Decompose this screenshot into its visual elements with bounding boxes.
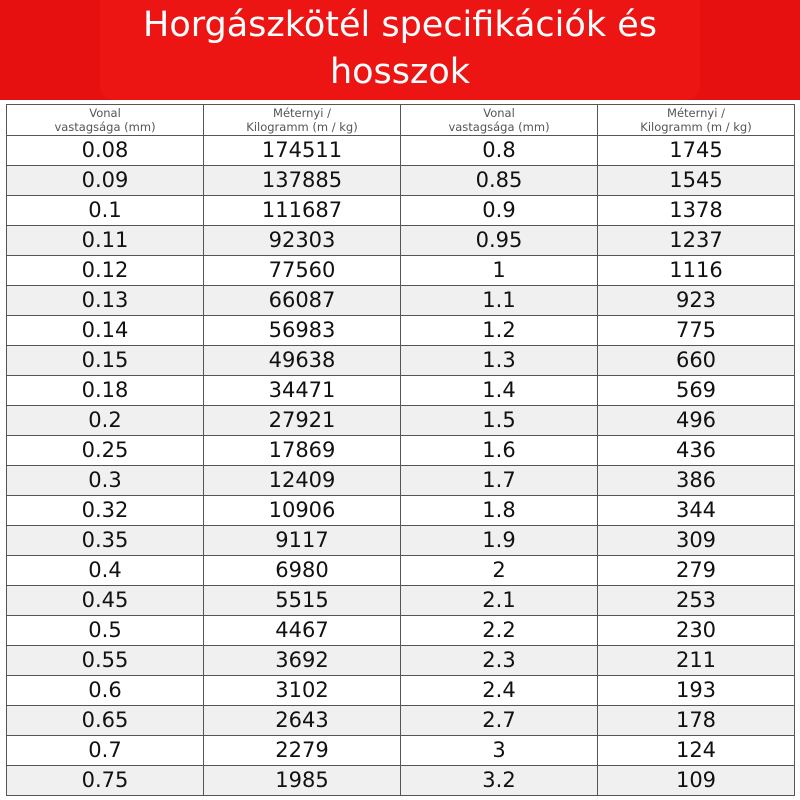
cell-length-right: 775: [598, 316, 795, 346]
cell-length-right: 253: [598, 586, 795, 616]
header-line: Kilogramm (m / kg): [640, 120, 752, 134]
cell-thickness-left: 0.35: [7, 526, 204, 556]
table-row: [7, 526, 795, 556]
cell-length-right: 211: [598, 646, 795, 676]
header-thickness-left: [7, 105, 204, 136]
cell-thickness-left: 0.2: [7, 406, 204, 436]
header-length-left: [204, 105, 401, 136]
cell-thickness-left: 0.65: [7, 706, 204, 736]
cell-thickness-left: 0.6: [7, 676, 204, 706]
cell-length-left: 3102: [204, 676, 401, 706]
cell-length-right: 230: [598, 616, 795, 646]
table-row: [7, 556, 795, 586]
cell-thickness-left: 0.18: [7, 376, 204, 406]
table-row: [7, 466, 795, 496]
table-row: [7, 646, 795, 676]
cell-length-right: 496: [598, 406, 795, 436]
cell-thickness-right: 1.8: [401, 496, 598, 526]
table-row: [7, 496, 795, 526]
cell-thickness-left: 0.45: [7, 586, 204, 616]
header-line: vastagsága (mm): [54, 120, 156, 134]
cell-length-left: 66087: [204, 286, 401, 316]
cell-length-left: 49638: [204, 346, 401, 376]
cell-thickness-right: 1: [401, 256, 598, 286]
cell-length-left: 1985: [204, 766, 401, 796]
cell-length-left: 92303: [204, 226, 401, 256]
cell-length-left: 9117: [204, 526, 401, 556]
spec-table-container: [6, 104, 795, 797]
cell-thickness-right: 0.8: [401, 136, 598, 166]
table-row: [7, 346, 795, 376]
cell-thickness-right: 2.1: [401, 586, 598, 616]
header-row: [7, 105, 795, 136]
cell-thickness-left: 0.08: [7, 136, 204, 166]
cell-length-right: 923: [598, 286, 795, 316]
cell-length-right: 309: [598, 526, 795, 556]
table-row: [7, 706, 795, 736]
table-row: [7, 376, 795, 406]
table-row: [7, 286, 795, 316]
cell-thickness-left: 0.09: [7, 166, 204, 196]
cell-thickness-left: 0.13: [7, 286, 204, 316]
cell-thickness-left: 0.1: [7, 196, 204, 226]
cell-length-right: 124: [598, 736, 795, 766]
cell-length-left: 17869: [204, 436, 401, 466]
cell-thickness-left: 0.5: [7, 616, 204, 646]
header-line: Vonal: [89, 106, 121, 120]
cell-thickness-right: 0.85: [401, 166, 598, 196]
cell-length-left: 5515: [204, 586, 401, 616]
cell-length-left: 4467: [204, 616, 401, 646]
cell-thickness-right: 3.2: [401, 766, 598, 796]
table-row: [7, 736, 795, 766]
cell-length-left: 34471: [204, 376, 401, 406]
table-body: [7, 136, 795, 796]
cell-length-left: 56983: [204, 316, 401, 346]
cell-thickness-right: 1.5: [401, 406, 598, 436]
table-row: [7, 196, 795, 226]
cell-length-left: 10906: [204, 496, 401, 526]
table-row: [7, 166, 795, 196]
title-line-1: Horgászkötél specifikációk és: [143, 5, 657, 45]
table-row: [7, 256, 795, 286]
cell-thickness-left: 0.14: [7, 316, 204, 346]
cell-thickness-right: 1.7: [401, 466, 598, 496]
cell-length-left: 77560: [204, 256, 401, 286]
table-row: [7, 316, 795, 346]
cell-length-left: 137885: [204, 166, 401, 196]
cell-length-left: 27921: [204, 406, 401, 436]
cell-thickness-right: 2.3: [401, 646, 598, 676]
cell-thickness-right: 3: [401, 736, 598, 766]
header-line: Méternyi /: [273, 106, 331, 120]
table-row: [7, 676, 795, 706]
cell-length-right: 1378: [598, 196, 795, 226]
header-length-right: [598, 105, 795, 136]
cell-thickness-right: 0.9: [401, 196, 598, 226]
cell-length-right: 109: [598, 766, 795, 796]
header-thickness-right: [401, 105, 598, 136]
cell-length-left: 2643: [204, 706, 401, 736]
cell-thickness-left: 0.55: [7, 646, 204, 676]
cell-thickness-right: 1.6: [401, 436, 598, 466]
cell-length-right: 436: [598, 436, 795, 466]
cell-thickness-right: 2.7: [401, 706, 598, 736]
cell-thickness-left: 0.75: [7, 766, 204, 796]
cell-length-right: 344: [598, 496, 795, 526]
cell-length-left: 3692: [204, 646, 401, 676]
cell-length-right: 1116: [598, 256, 795, 286]
cell-thickness-left: 0.4: [7, 556, 204, 586]
cell-length-right: 386: [598, 466, 795, 496]
cell-length-right: 569: [598, 376, 795, 406]
table-row: [7, 226, 795, 256]
cell-thickness-right: 1.3: [401, 346, 598, 376]
table-row: [7, 586, 795, 616]
cell-length-left: 6980: [204, 556, 401, 586]
title-banner: [0, 0, 800, 100]
table-row: [7, 436, 795, 466]
cell-length-right: 279: [598, 556, 795, 586]
cell-length-right: 1237: [598, 226, 795, 256]
cell-thickness-right: 2: [401, 556, 598, 586]
cell-thickness-left: 0.12: [7, 256, 204, 286]
cell-thickness-left: 0.25: [7, 436, 204, 466]
cell-length-right: 1745: [598, 136, 795, 166]
cell-thickness-left: 0.15: [7, 346, 204, 376]
cell-thickness-right: 1.9: [401, 526, 598, 556]
cell-thickness-left: 0.7: [7, 736, 204, 766]
table-row: [7, 406, 795, 436]
header-line: Vonal: [483, 106, 515, 120]
cell-thickness-right: 0.95: [401, 226, 598, 256]
header-line: vastagsága (mm): [448, 120, 550, 134]
cell-thickness-right: 1.1: [401, 286, 598, 316]
table-row: [7, 616, 795, 646]
cell-thickness-left: 0.3: [7, 466, 204, 496]
cell-length-left: 111687: [204, 196, 401, 226]
cell-length-right: 178: [598, 706, 795, 736]
cell-length-left: 174511: [204, 136, 401, 166]
cell-thickness-left: 0.11: [7, 226, 204, 256]
cell-thickness-left: 0.32: [7, 496, 204, 526]
header-line: Kilogramm (m / kg): [246, 120, 358, 134]
cell-length-right: 193: [598, 676, 795, 706]
cell-length-right: 1545: [598, 166, 795, 196]
cell-thickness-right: 1.2: [401, 316, 598, 346]
cell-thickness-right: 2.2: [401, 616, 598, 646]
cell-length-left: 12409: [204, 466, 401, 496]
table-row: [7, 136, 795, 166]
title-line-2: hosszok: [329, 52, 471, 92]
cell-thickness-right: 2.4: [401, 676, 598, 706]
cell-thickness-right: 1.4: [401, 376, 598, 406]
table-row: [7, 766, 795, 796]
header-line: Méternyi /: [667, 106, 725, 120]
cell-length-left: 2279: [204, 736, 401, 766]
page-title: [0, 2, 800, 96]
spec-table: [6, 104, 795, 796]
cell-length-right: 660: [598, 346, 795, 376]
